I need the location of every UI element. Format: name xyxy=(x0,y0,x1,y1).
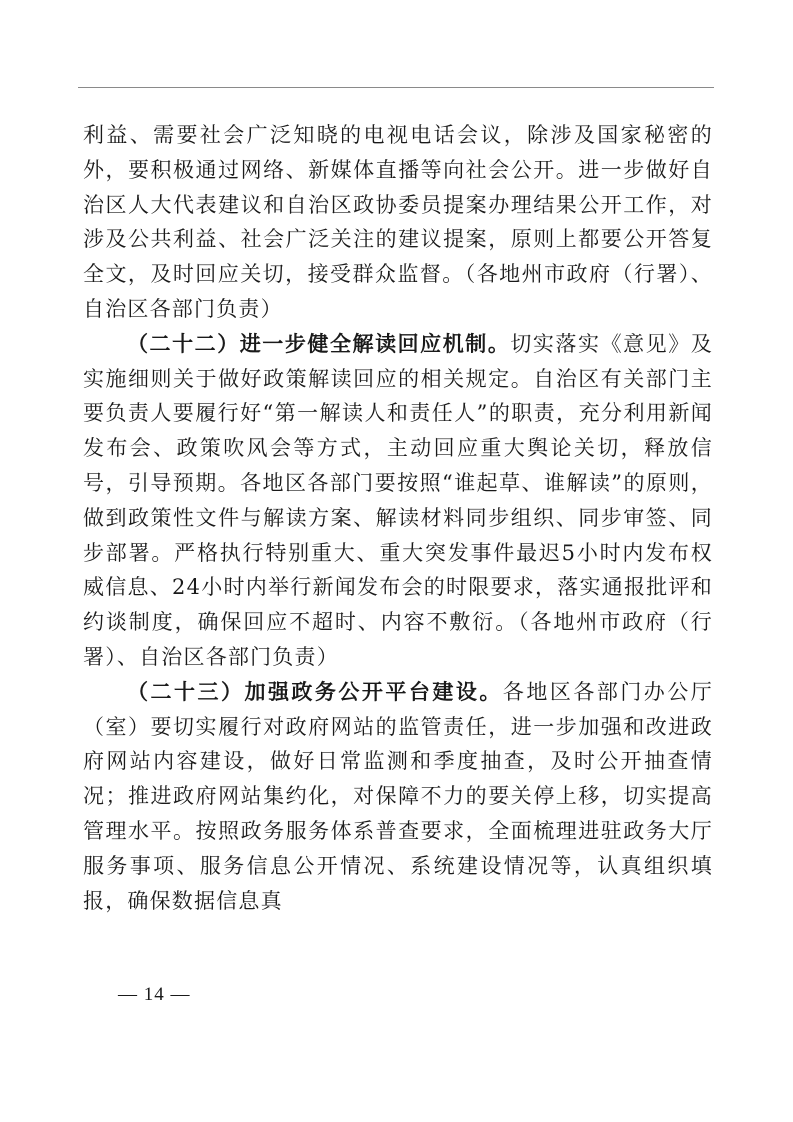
paragraph-text: 切实落实《意见》及实施细则关于做好政策解读回应的相关规定。自治区有关部门主要负责人要履行好“第一解读人和责任人”的职责，充分利用新闻发布会、政策吹风会等方式，主动回应重大舆论关切，释放信号，引导预期。各地区各部门要按照“谁起草、谁解读”的原则，做到政策性文件与解读方案、解读材料同步组织、同步审签、同步部署。严格执行特别重大、重大突发事件最迟5小时内发布权威信息、24小时内举行新闻发布会的时限要求，落实通报批评和约谈制度，确保回应不超时、内容不敷衍。（各地州市政府（行署）、自治区各部门负责） xyxy=(83,331,713,669)
paragraph-text: 利益、需要社会广泛知晓的电视电话会议，除涉及国家秘密的外，要积极通过网络、新媒体直播等向社会公开。进一步做好自治区人大代表建议和自治区政协委员提案办理结果公开工作，对涉及公共利益、社会广泛关注的建议提案，原则上都要公开答复全文，及时回应关切，接受群众监督。（各地州市政府（行署）、自治区各部门负责） xyxy=(83,123,713,321)
paragraph-interpretation-mechanism xyxy=(83,327,713,675)
header-rule xyxy=(78,87,714,88)
document-body xyxy=(83,118,713,918)
paragraph-text: 各地区各部门办公厅（室）要切实履行对政府网站的监管责任，进一步加强和改进政府网站内容建设，做好日常监测和季度抽查，及时公开抽查情况；推进政府网站集约化，对保障不力的要关停上移，切实提高管理水平。按照政务服务体系普查要求，全面梳理进驻政务大厅服务事项、服务信息公开情况、系统建设情况等，认真组织填报，确保数据信息真 xyxy=(83,679,713,913)
paragraph-continuation xyxy=(83,118,713,327)
paragraph-platform-construction xyxy=(83,675,713,919)
section-heading: （二十三）加强政务公开平台建设。 xyxy=(127,679,503,704)
page-number: — 14 — xyxy=(118,984,191,1005)
section-heading: （二十二）进一步健全解读回应机制。 xyxy=(127,331,511,356)
